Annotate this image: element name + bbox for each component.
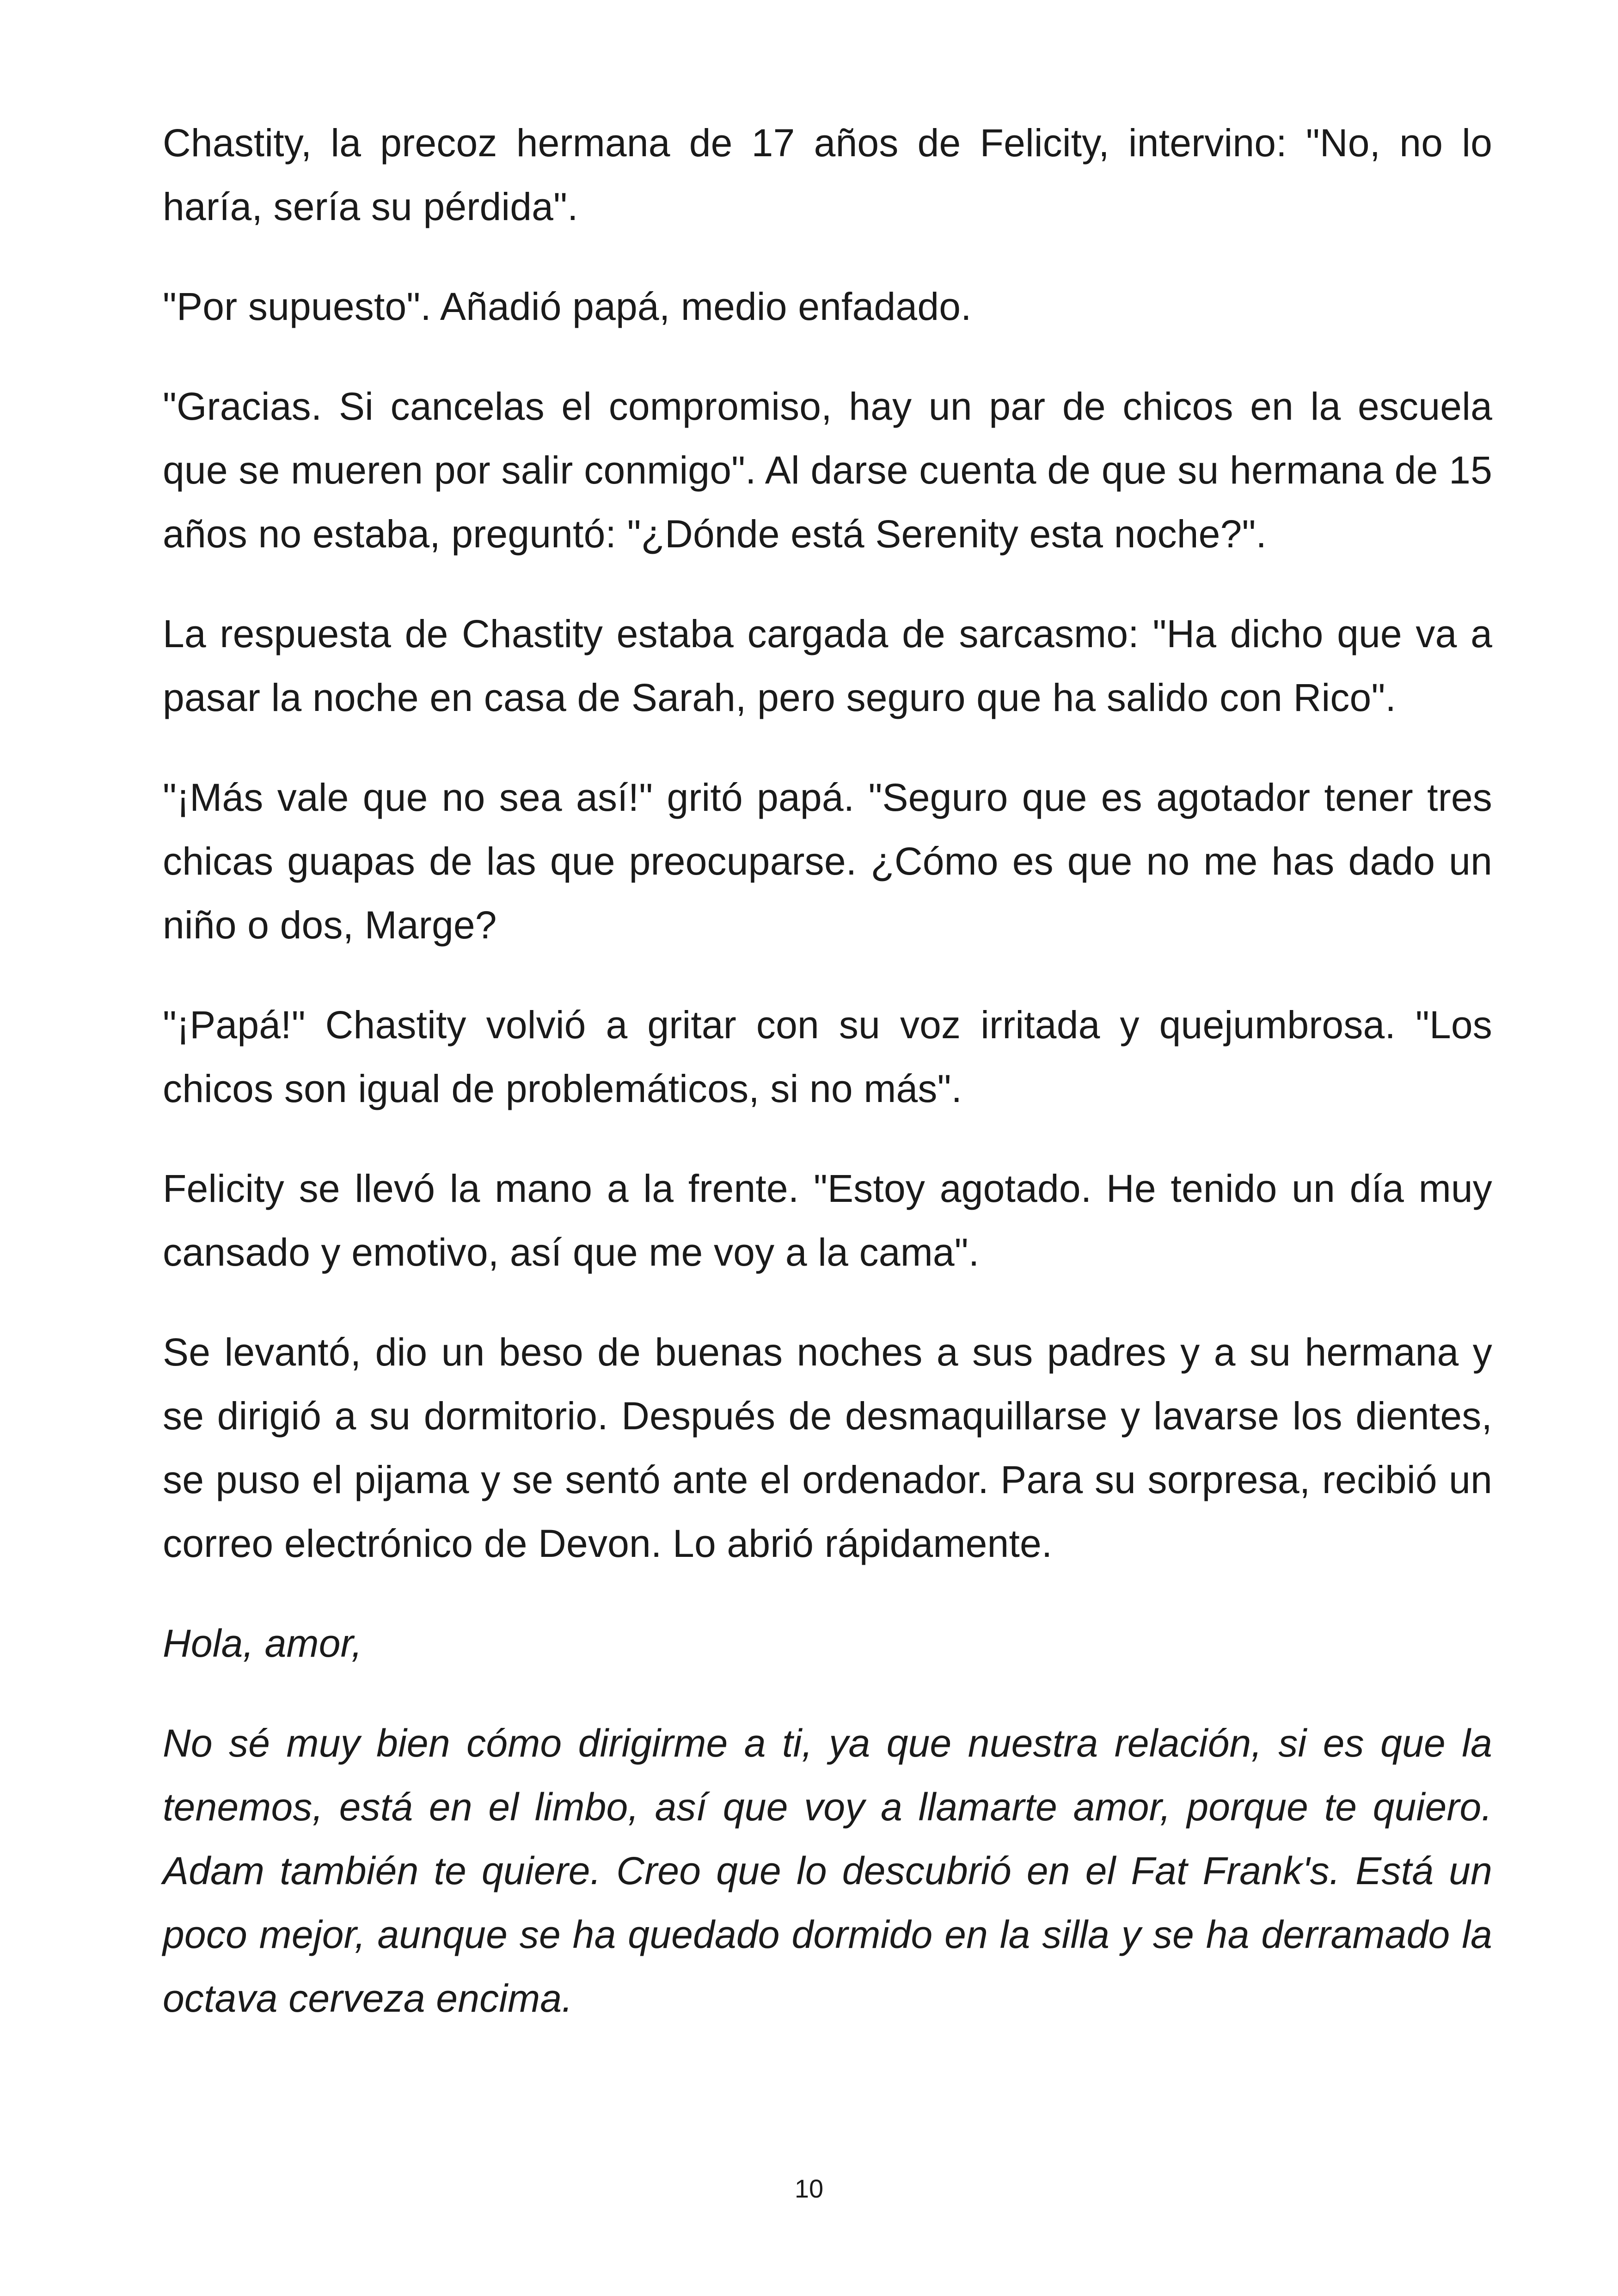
paragraph: Se levantó, dio un beso de buenas noches a sus padres y a su hermana y se dirigió a su dormitorio. Después de desmaquillarse y lavarse los dientes, se puso el pijama y se sentó ante el ordenador. Para su sorpresa, recibió un correo electrónico de Devon. Lo abrió rápidamente. [163, 1330, 1492, 1565]
paragraph: "¡Papá!" Chastity volvió a gritar con su voz irritada y quejumbrosa. "Los chicos son igual de problemáticos, si no más". [163, 1003, 1492, 1110]
paragraph: La respuesta de Chastity estaba cargada de sarcasmo: "Ha dicho que va a pasar la noche en casa de Sarah, pero seguro que ha salido con Rico". [163, 612, 1492, 719]
page-number: 10 [794, 2174, 824, 2203]
paragraph: "Por supuesto". Añadió papá, medio enfadado. [163, 285, 972, 328]
paragraph: "¡Más vale que no sea así!" gritó papá. "Seguro que es agotador tener tres chicas guapas de las que preocuparse. ¿Cómo es que no me has dado un niño o dos, Marge? [163, 776, 1492, 947]
paragraph: Chastity, la precoz hermana de 17 años de Felicity, intervino: "No, no lo haría, sería su pérdida". [163, 121, 1492, 228]
paragraph: Felicity se llevó la mano a la frente. "Estoy agotado. He tenido un día muy cansado y emotivo, así que me voy a la cama". [163, 1167, 1492, 1274]
email-greeting: Hola, amor, [163, 1622, 362, 1665]
page-body [163, 111, 1492, 2066]
paragraph: "Gracias. Si cancelas el compromiso, hay un par de chicos en la escuela que se mueren por salir conmigo". Al darse cuenta de que su hermana de 15 años no estaba, preguntó: "¿Dónde está Serenity esta noche?". [163, 385, 1492, 556]
email-body: No sé muy bien cómo dirigirme a ti, ya que nuestra relación, si es que la tenemos, está en el limbo, así que voy a llamarte amor, porque te quiero. Adam también te quiere. Creo que lo descubrió en el Fat Frank's. Está un poco mejor, aunque se ha quedado dormido en la silla y se ha derramado la octava cerveza encima. [163, 1721, 1492, 2020]
